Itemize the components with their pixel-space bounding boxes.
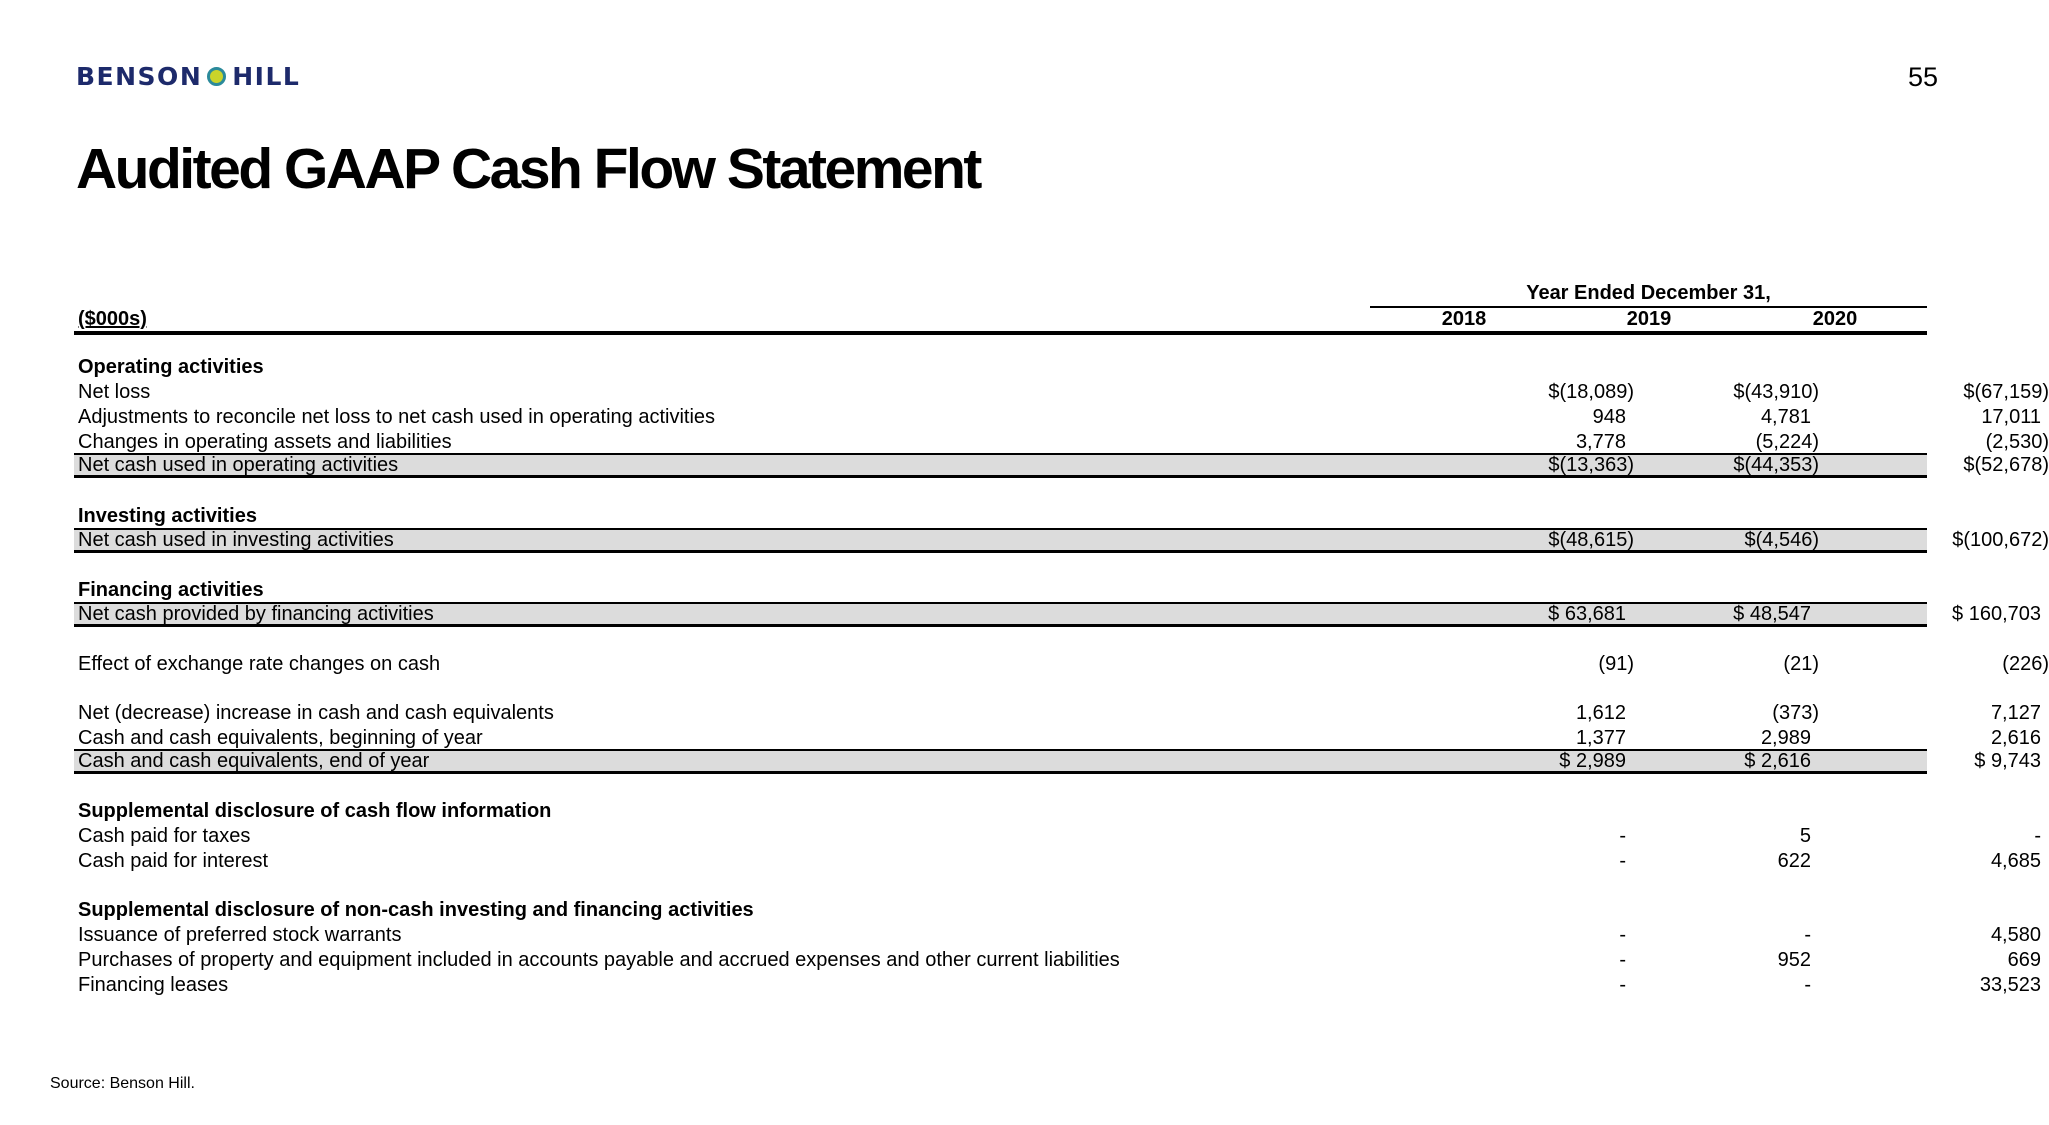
logo-text-left: BENSON — [76, 62, 203, 91]
row-label: Changes in operating assets and liabilities — [78, 431, 452, 453]
value-2018: - — [1619, 974, 1626, 996]
row-label: Cash paid for taxes — [78, 825, 251, 847]
row-label: Financing activities — [78, 579, 264, 601]
page-title: Audited GAAP Cash Flow Statement — [76, 137, 980, 201]
value-2019: (5,224) — [1755, 431, 1819, 453]
value-2020: 7,127 — [1990, 702, 2041, 724]
value-2019: (21) — [1783, 653, 1819, 675]
section-header-row — [74, 799, 1927, 824]
value-2019: 622 — [1777, 850, 1811, 872]
value-2019: 2,989 — [1760, 727, 1811, 749]
value-2018: $ 63,681 — [1548, 603, 1626, 625]
row-label: Issuance of preferred stock warrants — [78, 924, 402, 946]
table-row — [74, 652, 2049, 677]
row-label: Cash and cash equivalents, end of year — [78, 750, 430, 772]
value-2018: - — [1619, 924, 1626, 946]
value-2018: $ 2,989 — [1559, 750, 1626, 772]
value-2020: 669 — [2007, 949, 2041, 971]
value-2018: - — [1619, 949, 1626, 971]
total-row — [74, 528, 2049, 553]
row-label: Operating activities — [78, 356, 264, 378]
row-label: Supplemental disclosure of cash flow information — [78, 800, 552, 822]
page-number: 55 — [1907, 62, 1938, 92]
value-2018: 3,778 — [1575, 431, 1626, 453]
units-label: ($000s) — [78, 308, 147, 330]
section-header-row — [74, 898, 1927, 923]
value-2020: $(52,678) — [1963, 454, 2049, 476]
value-2020: 17,011 — [1981, 406, 2041, 428]
row-label: Net cash used in investing activities — [78, 529, 394, 551]
year-header-2020: 2020 — [1812, 308, 1858, 330]
row-label: Supplemental disclosure of non-cash investing and financing activities — [78, 899, 754, 921]
row-label: Effect of exchange rate changes on cash — [78, 653, 441, 675]
row-label: Net cash provided by financing activities — [78, 603, 434, 625]
source-note: Source: Benson Hill. — [50, 1075, 195, 1092]
logo-circle-icon — [207, 67, 226, 86]
value-2019: (373) — [1772, 702, 1819, 724]
value-2020: $ 160,703 — [1952, 603, 2041, 625]
table-row — [74, 923, 2041, 948]
table-row — [74, 430, 2049, 455]
benson-hill-logo — [76, 62, 300, 91]
value-2019: 5 — [1799, 825, 1811, 847]
row-label: Cash paid for interest — [78, 850, 269, 872]
section-header-row — [74, 578, 1927, 603]
row-label: Net loss — [78, 381, 151, 403]
value-2019: 952 — [1777, 949, 1811, 971]
value-2019: - — [1804, 974, 1811, 996]
value-2020: 2,616 — [1990, 727, 2041, 749]
row-label: Net cash used in operating activities — [78, 454, 399, 476]
value-2018: - — [1619, 825, 1626, 847]
total-row — [74, 453, 2049, 478]
header-rule — [74, 331, 1927, 335]
value-2019: $(4,546) — [1744, 529, 1819, 551]
value-2018: 948 — [1592, 406, 1626, 428]
value-2018: 1,377 — [1575, 727, 1626, 749]
value-2018: (91) — [1598, 653, 1634, 675]
row-label: Net (decrease) increase in cash and cash equivalents — [78, 702, 554, 724]
table-row — [74, 948, 2041, 973]
value-2018: $(13,363) — [1548, 454, 1634, 476]
value-2019: $(44,353) — [1733, 454, 1819, 476]
value-2020: 4,685 — [1990, 850, 2041, 872]
table-row — [74, 973, 2041, 998]
row-label: Purchases of property and equipment included in accounts payable and accrued expenses and other current liabilities — [78, 949, 1120, 971]
value-2020: $(100,672) — [1952, 529, 2049, 551]
value-2020: 33,523 — [1979, 974, 2041, 996]
value-2018: - — [1619, 850, 1626, 872]
table-row — [74, 380, 2049, 405]
table-row — [74, 726, 2041, 751]
table-row — [74, 849, 2041, 874]
section-header-row — [74, 355, 1927, 380]
value-2018: $(48,615) — [1548, 529, 1634, 551]
value-2019: $ 2,616 — [1744, 750, 1811, 772]
year-header-2019: 2019 — [1626, 308, 1672, 330]
section-header-row — [74, 504, 1927, 529]
value-2018: 1,612 — [1575, 702, 1626, 724]
row-label: Cash and cash equivalents, beginning of year — [78, 727, 483, 749]
year-header-2018: 2018 — [1441, 308, 1487, 330]
table-row — [74, 701, 2041, 726]
table-row — [74, 405, 2041, 430]
value-2019: $(43,910) — [1733, 381, 1819, 403]
row-label: Investing activities — [78, 505, 257, 527]
row-label: Adjustments to reconcile net loss to net cash used in operating activities — [78, 406, 716, 428]
value-2019: 4,781 — [1760, 406, 1811, 428]
row-label: Financing leases — [78, 974, 229, 996]
value-2019: $ 48,547 — [1733, 603, 1811, 625]
value-2020: (2,530) — [1985, 431, 2049, 453]
table-row — [74, 824, 2041, 849]
value-2020: $(67,159) — [1963, 381, 2049, 403]
value-2019: - — [1804, 924, 1811, 946]
value-2020: $ 9,743 — [1974, 750, 2041, 772]
total-row — [74, 602, 2041, 627]
value-2020: (226) — [2002, 653, 2049, 675]
year-group-header: Year Ended December 31, — [1370, 282, 1927, 308]
value-2020: 4,580 — [1990, 924, 2041, 946]
total-row — [74, 749, 2041, 774]
value-2018: $(18,089) — [1548, 381, 1634, 403]
logo-text-right: HILL — [232, 62, 301, 91]
value-2020: - — [2034, 825, 2041, 847]
